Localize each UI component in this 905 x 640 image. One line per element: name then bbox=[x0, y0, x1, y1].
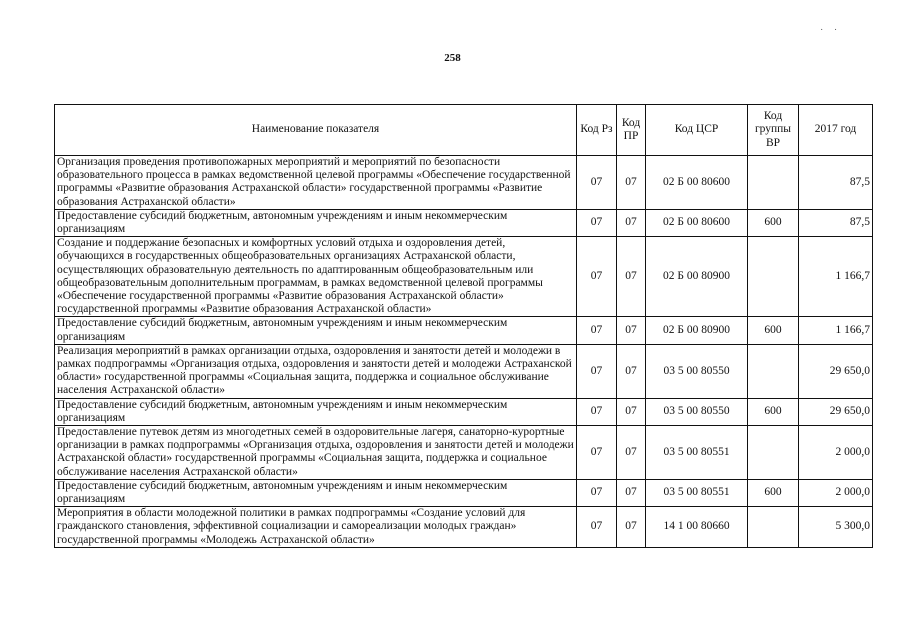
row-pr: 07 bbox=[617, 398, 646, 425]
row-csr: 02 Б 00 80600 bbox=[646, 156, 748, 210]
row-csr: 03 5 00 80550 bbox=[646, 344, 748, 398]
row-rz: 07 bbox=[577, 156, 617, 210]
row-vr: 600 bbox=[748, 398, 799, 425]
row-vr: 600 bbox=[748, 479, 799, 506]
row-rz: 07 bbox=[577, 479, 617, 506]
row-amount: 87,5 bbox=[799, 156, 873, 210]
row-amount: 1 166,7 bbox=[799, 237, 873, 317]
row-name: Предоставление субсидий бюджетным, автономным учреждениям и иным некоммерческим организациям bbox=[55, 209, 577, 236]
budget-table bbox=[54, 104, 873, 548]
row-pr: 07 bbox=[617, 344, 646, 398]
table-row bbox=[55, 507, 873, 548]
row-rz: 07 bbox=[577, 209, 617, 236]
table-row bbox=[55, 156, 873, 210]
table-row bbox=[55, 344, 873, 398]
table-row bbox=[55, 398, 873, 425]
row-csr: 03 5 00 80551 bbox=[646, 479, 748, 506]
row-vr bbox=[748, 237, 799, 317]
row-pr: 07 bbox=[617, 209, 646, 236]
table-header-row bbox=[55, 105, 873, 156]
row-pr: 07 bbox=[617, 317, 646, 344]
row-csr: 03 5 00 80551 bbox=[646, 426, 748, 480]
row-vr bbox=[748, 156, 799, 210]
row-csr: 02 Б 00 80600 bbox=[646, 209, 748, 236]
page-number: 258 bbox=[444, 52, 461, 64]
row-rz: 07 bbox=[577, 237, 617, 317]
row-amount: 1 166,7 bbox=[799, 317, 873, 344]
row-name: Предоставление субсидий бюджетным, автономным учреждениям и иным некоммерческим организациям bbox=[55, 479, 577, 506]
header-year: 2017 год bbox=[799, 105, 873, 156]
header-vr: Код группы ВР bbox=[748, 105, 799, 156]
row-amount: 29 650,0 bbox=[799, 344, 873, 398]
row-name: Создание и поддержание безопасных и комфортных условий отдыха и оздоровления детей, обучающихся в государственных общеобразовательных организациях Астраханской области, осуществляющих образовательную деятельность по адаптированным общеобразовательным или общеобразовательным дополнительным программам, в рамках ведомственной целевой программы «Обеспечение государственной программы «Развитие образования Астраханской области» государственной программы «Развитие образования Астраханской области» bbox=[55, 237, 577, 317]
row-vr: 600 bbox=[748, 209, 799, 236]
table-row bbox=[55, 237, 873, 317]
row-pr: 07 bbox=[617, 479, 646, 506]
row-csr: 02 Б 00 80900 bbox=[646, 237, 748, 317]
table-row bbox=[55, 479, 873, 506]
row-amount: 2 000,0 bbox=[799, 426, 873, 480]
scan-specks: ˙ ˙ bbox=[820, 28, 842, 39]
row-name: Предоставление путевок детям из многодетных семей в оздоровительные лагеря, санаторно-курортные организации в рамках подпрограммы «Организация отдыха, оздоровления и занятости детей и молодежи Астраханской области» государственной программы «Социальная защита, поддержка и социальное обслуживание населения Астраханской области» bbox=[55, 426, 577, 480]
row-pr: 07 bbox=[617, 426, 646, 480]
header-csr: Код ЦСР bbox=[646, 105, 748, 156]
row-vr bbox=[748, 426, 799, 480]
table-row bbox=[55, 209, 873, 236]
row-vr bbox=[748, 344, 799, 398]
row-csr: 02 Б 00 80900 bbox=[646, 317, 748, 344]
row-vr: 600 bbox=[748, 317, 799, 344]
row-csr: 14 1 00 80660 bbox=[646, 507, 748, 548]
row-name: Организация проведения противопожарных мероприятий и мероприятий по безопасности образовательного процесса в рамках ведомственной целевой программы «Обеспечение государственной программы «Развитие образования Астраханской области» государственной программы «Развитие образования Астраханской области» bbox=[55, 156, 577, 210]
row-amount: 87,5 bbox=[799, 209, 873, 236]
row-name: Предоставление субсидий бюджетным, автономным учреждениям и иным некоммерческим организациям bbox=[55, 398, 577, 425]
row-csr: 03 5 00 80550 bbox=[646, 398, 748, 425]
row-pr: 07 bbox=[617, 156, 646, 210]
row-amount: 2 000,0 bbox=[799, 479, 873, 506]
row-amount: 5 300,0 bbox=[799, 507, 873, 548]
table-row bbox=[55, 426, 873, 480]
header-pr: Код ПР bbox=[617, 105, 646, 156]
row-rz: 07 bbox=[577, 426, 617, 480]
row-name: Предоставление субсидий бюджетным, автономным учреждениям и иным некоммерческим организациям bbox=[55, 317, 577, 344]
row-rz: 07 bbox=[577, 317, 617, 344]
row-vr bbox=[748, 507, 799, 548]
row-rz: 07 bbox=[577, 344, 617, 398]
header-rz: Код Рз bbox=[577, 105, 617, 156]
row-name: Мероприятия в области молодежной политики в рамках подпрограммы «Создание условий для гражданского становления, эффективной социализации и самореализации молодых граждан» государственной программы «Молодежь Астраханской области» bbox=[55, 507, 577, 548]
table-row bbox=[55, 317, 873, 344]
row-pr: 07 bbox=[617, 507, 646, 548]
header-name: Наименование показателя bbox=[55, 105, 577, 156]
row-rz: 07 bbox=[577, 398, 617, 425]
row-pr: 07 bbox=[617, 237, 646, 317]
row-rz: 07 bbox=[577, 507, 617, 548]
row-amount: 29 650,0 bbox=[799, 398, 873, 425]
row-name: Реализация мероприятий в рамках организации отдыха, оздоровления и занятости детей и молодежи в рамках подпрограммы «Организация отдыха, оздоровления и занятости детей и молодежи Астраханской области» государственной программы «Социальная защита, поддержка и социальное обслуживание населения Астраханской области» bbox=[55, 344, 577, 398]
